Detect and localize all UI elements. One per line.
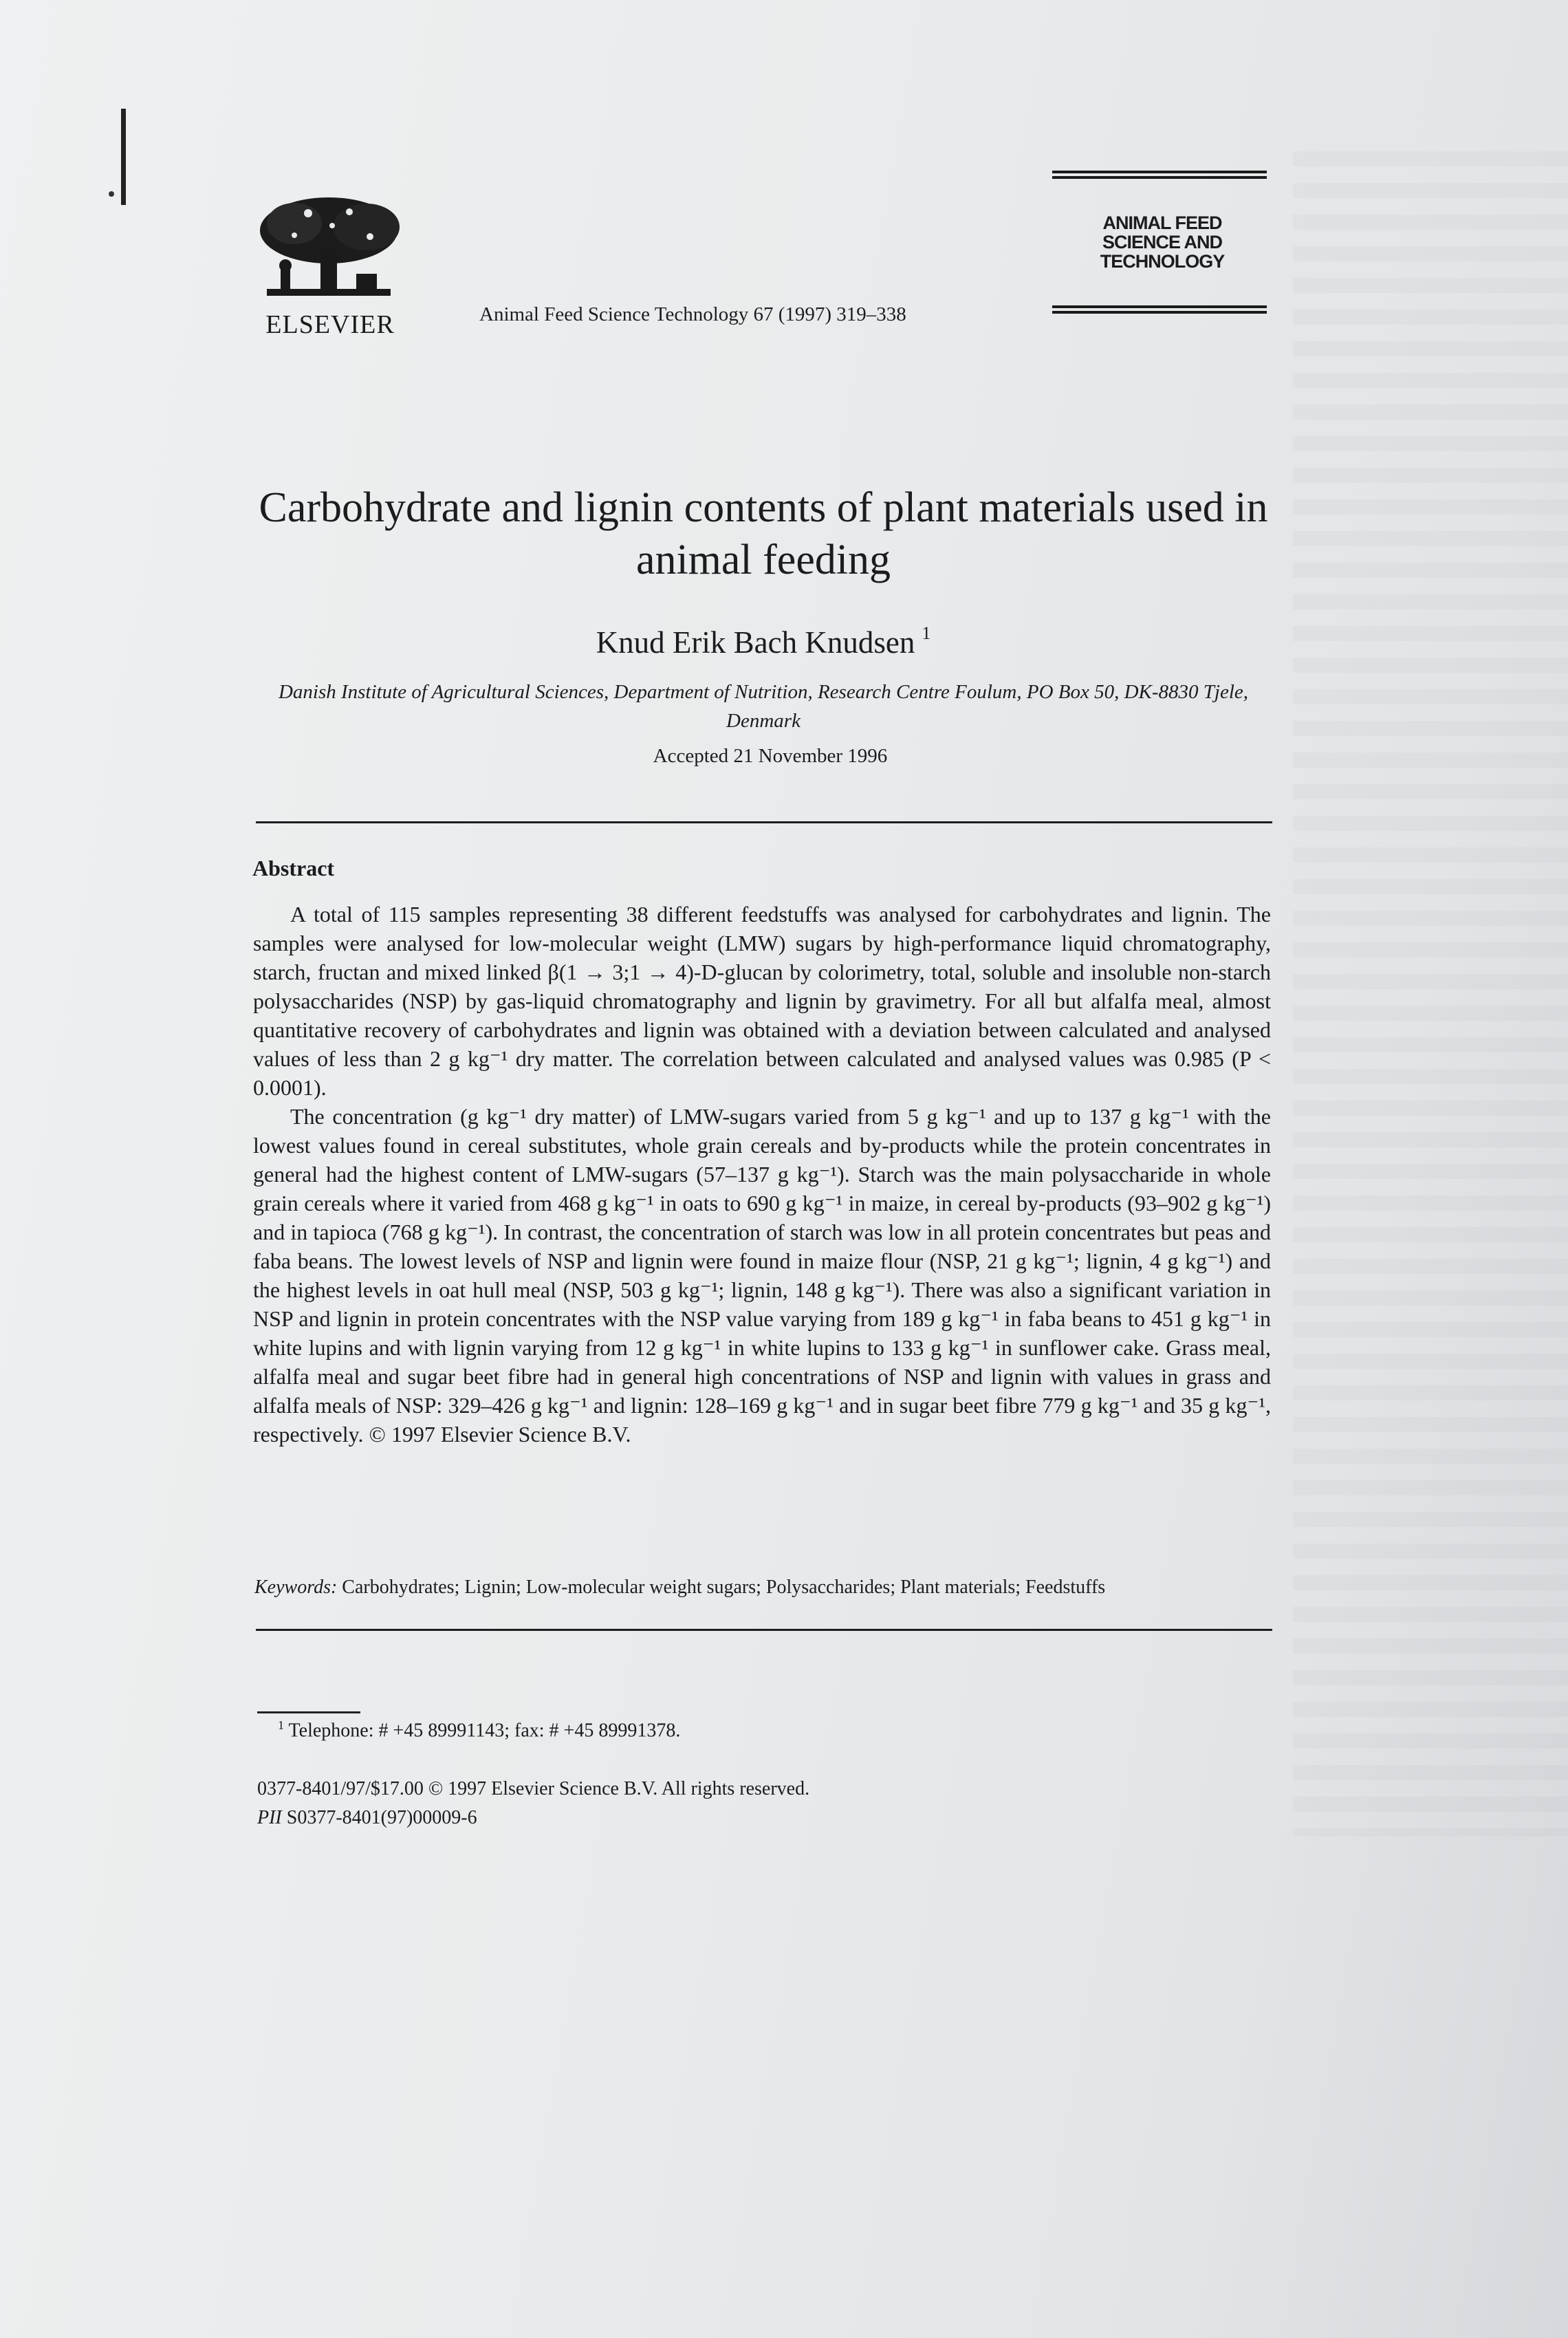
author-footnote-mark: 1 <box>922 623 931 643</box>
page-edge-dot <box>109 191 114 197</box>
abstract-heading: Abstract <box>252 856 335 880</box>
bleed-through-shadow <box>1293 151 1568 1837</box>
masthead-rule <box>1052 305 1267 308</box>
footnote-mark: 1 <box>278 1718 284 1732</box>
masthead-rule <box>1052 176 1267 179</box>
keywords-label: Keywords: <box>254 1577 338 1598</box>
journal-citation: Animal Feed Science Technology 67 (1997) 319–338 <box>479 303 906 325</box>
affiliation: Danish Institute of Agricultural Sciences, Department of Nutrition, Research Centre Foulum, PO Box 50, DK-8830 Tjele, Denmark <box>278 681 1249 732</box>
abstract-paragraph: A total of 115 samples representing 38 different feedstuffs was analysed for carbohydrates and lignin. The samples were analysed for low-molecular weight (LMW) sugars by high-performance liquid chromatography, starch, fructan and mixed linked β(1 → 3;1 → 4)-D-glucan by colorimetry, total, soluble and insoluble non-starch polysaccharides (NSP) by gas-liquid chromatography and lignin by gravimetry. For all but alfalfa meal, almost quantitative recovery of carbohydrates and lignin was obtained with a deviation between calculated and analysed values of less than 2 g kg⁻¹ dry matter. The correlation between calculated and analysed values was 0.985 (P < 0.0001). <box>253 902 1271 1100</box>
tree-icon <box>253 193 404 303</box>
article-title: Carbohydrate and lignin contents of plant materials used in animal feeding <box>259 484 1268 583</box>
masthead-rule <box>1052 171 1267 173</box>
author-line <box>358 623 1169 660</box>
abstract-paragraph: The concentration (g kg⁻¹ dry matter) of LMW-sugars varied from 5 g kg⁻¹ and up to 137 g kg⁻¹ with the lowest values found in cereal substitutes, whole grain cereals and by-products while the protein concentrates in general had the highest content of LMW-sugars (57–137 g kg⁻¹). Starch was the main polysaccharide in whole grain cereals where it varied from 468 g kg⁻¹ in oats to 690 g kg⁻¹ in maize, in cereal by-products (93–902 g kg⁻¹) and in tapioca (768 g kg⁻¹). In contrast, the concentration of starch was low in all protein concentrates but peas and faba beans. The lowest levels of NSP and lignin were found in maize flour (NSP, 21 g kg⁻¹; lignin, 4 g kg⁻¹) and the highest levels in oat hull meal (NSP, 503 g kg⁻¹; lignin, 148 g kg⁻¹). There was also a significant variation in NSP and lignin in protein concentrates with the NSP value varying from 189 g kg⁻¹ in faba beans to 451 g kg⁻¹ in white lupins and with lignin varying from 12 g kg⁻¹ in white lupins to 133 g kg⁻¹ in sunflower cake. Grass meal, alfalfa meal and sugar beet fibre had in general high concentrations of NSP and lignin with values in grass and alfalfa meals of NSP: 329–426 g kg⁻¹ and lignin: 128–169 g kg⁻¹ and in sugar beet fibre 779 g kg⁻¹ and 35 g kg⁻¹, respectively. © 1997 Elsevier Science B.V. <box>253 1104 1271 1447</box>
journal-name: ANIMAL FEED SCIENCE AND TECHNOLOGY <box>1100 213 1225 272</box>
footnote-rule <box>257 1711 360 1713</box>
pii-label: PII <box>257 1807 282 1828</box>
author-name: Knud Erik Bach Knudsen <box>596 625 915 660</box>
elsevier-logo <box>248 193 413 337</box>
footnote-text: Telephone: # +45 89991143; fax: # +45 89991378. <box>288 1720 681 1742</box>
keywords-text: Carbohydrates; Lignin; Low-molecular weight sugars; Polysaccharides; Plant materials; Feedstuffs <box>342 1577 1106 1598</box>
pii-value: S0377-8401(97)00009-6 <box>286 1807 477 1828</box>
abstract-rule <box>256 1629 1272 1631</box>
footnote <box>278 1718 680 1742</box>
pii-line <box>257 1807 477 1829</box>
journal-masthead <box>1052 166 1267 318</box>
keywords <box>254 1577 1286 1599</box>
abstract-body <box>253 900 1271 1449</box>
page-edge-mark <box>121 109 126 205</box>
publisher-name: ELSEVIER <box>265 310 395 339</box>
copyright-line: 0377-8401/97/$17.00 © 1997 Elsevier Science B.V. All rights reserved. <box>257 1778 810 1799</box>
accepted-date: Accepted 21 November 1996 <box>653 745 888 767</box>
header-rule <box>256 821 1272 823</box>
masthead-rule <box>1052 311 1267 314</box>
